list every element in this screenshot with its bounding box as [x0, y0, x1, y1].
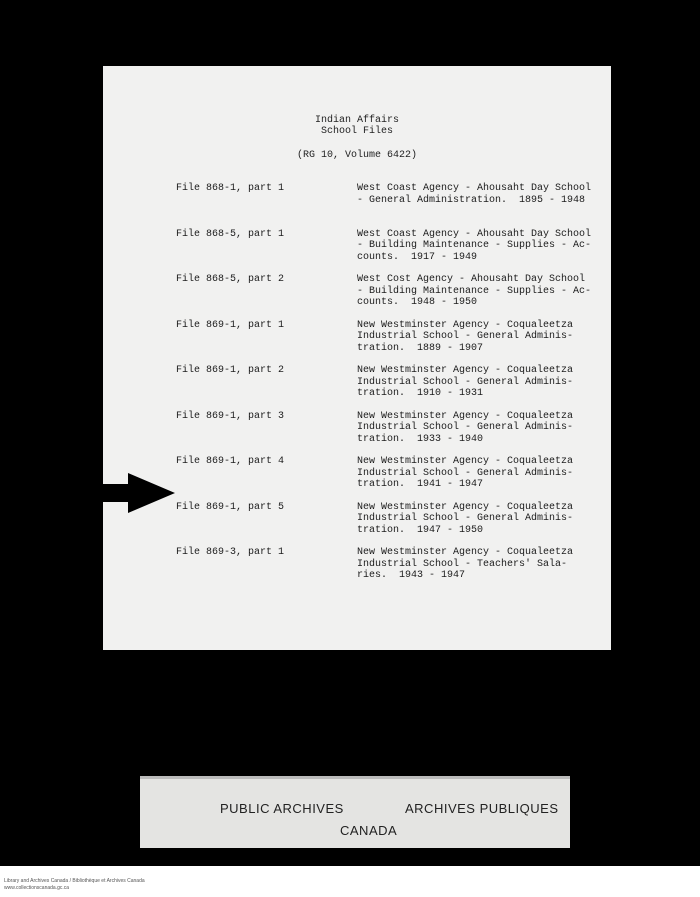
description-line: Industrial School - General Adminis-	[357, 422, 574, 433]
pointer-arrow-icon	[98, 473, 178, 513]
description-line: West Coast Agency - Ahousaht Day School	[357, 183, 592, 194]
title: Indian Affairs	[314, 115, 399, 126]
description-line: - Building Maintenance - Supplies - Ac-	[357, 285, 592, 297]
label-archives-publiques: ARCHIVES PUBLIQUES	[405, 801, 559, 816]
file-number: File 869-1, part 4	[176, 456, 285, 467]
file-description	[357, 502, 587, 537]
description-line: New Westminster Agency - Coqualeetza	[357, 319, 574, 331]
description-line: tration. 1889 - 1907	[357, 342, 484, 354]
description-line: - Building Maintenance - Supplies - Ac-	[357, 240, 592, 251]
label-public-archives: PUBLIC ARCHIVES	[220, 801, 344, 816]
file-description	[357, 320, 587, 355]
file-description	[357, 547, 587, 582]
description-line: New Westminster Agency - Coqualeetza	[357, 547, 574, 558]
description-line: West Coast Agency - Ahousaht Day School	[357, 228, 592, 240]
document-page	[103, 66, 611, 650]
file-number: File 869-3, part 1	[176, 547, 285, 558]
description-line: New Westminster Agency - Coqualeetza	[357, 456, 574, 467]
file-number: File 869-1, part 2	[176, 365, 285, 376]
description-line: Industrial School - General Adminis-	[357, 467, 574, 479]
description-line: New Westminster Agency - Coqualeetza	[357, 501, 574, 513]
file-description	[357, 456, 587, 491]
volume-reference: (RG 10, Volume 6422)	[296, 150, 418, 161]
description-line: New Westminster Agency - Coqualeetza	[357, 365, 574, 376]
description-line: counts. 1948 - 1950	[357, 297, 478, 308]
description-line: tration. 1941 - 1947	[357, 479, 484, 490]
file-number: File 869-1, part 5	[176, 501, 285, 513]
file-number: File 868-1, part 1	[176, 183, 285, 194]
description-line: Industrial School - General Adminis-	[357, 513, 574, 524]
footer	[0, 866, 700, 897]
footer-url: www.collectionscanada.gc.ca	[4, 885, 70, 891]
description-line: tration. 1910 - 1931	[357, 388, 484, 399]
description-line: Industrial School - General Adminis-	[357, 331, 574, 342]
label-canada: CANADA	[340, 823, 398, 838]
description-line: - General Administration. 1895 - 1948	[357, 194, 586, 206]
file-number: File 868-5, part 2	[176, 274, 285, 285]
file-description	[357, 365, 587, 400]
file-number: File 869-1, part 3	[176, 410, 285, 422]
description-line: New Westminster Agency - Coqualeetza	[357, 410, 574, 422]
description-line: Industrial School - Teachers' Sala-	[357, 558, 568, 570]
description-line: Industrial School - General Adminis-	[357, 376, 574, 388]
description-line: tration. 1933 - 1940	[357, 433, 484, 445]
file-description	[357, 183, 592, 206]
file-description	[357, 274, 592, 309]
description-line: counts. 1917 - 1949	[357, 251, 478, 263]
file-number: File 869-1, part 1	[176, 319, 285, 331]
subtitle: School Files	[320, 126, 393, 137]
footer-credit: Library and Archives Canada / Bibliothèque et Archives Canada	[4, 878, 145, 884]
description-line: West Cost Agency - Ahousaht Day School	[357, 274, 586, 285]
file-description	[357, 411, 587, 446]
archive-label-strip	[140, 776, 570, 848]
description-line: tration. 1947 - 1950	[357, 524, 484, 536]
file-number: File 868-5, part 1	[176, 228, 285, 240]
description-line: ries. 1943 - 1947	[357, 570, 466, 581]
file-description	[357, 228, 592, 264]
